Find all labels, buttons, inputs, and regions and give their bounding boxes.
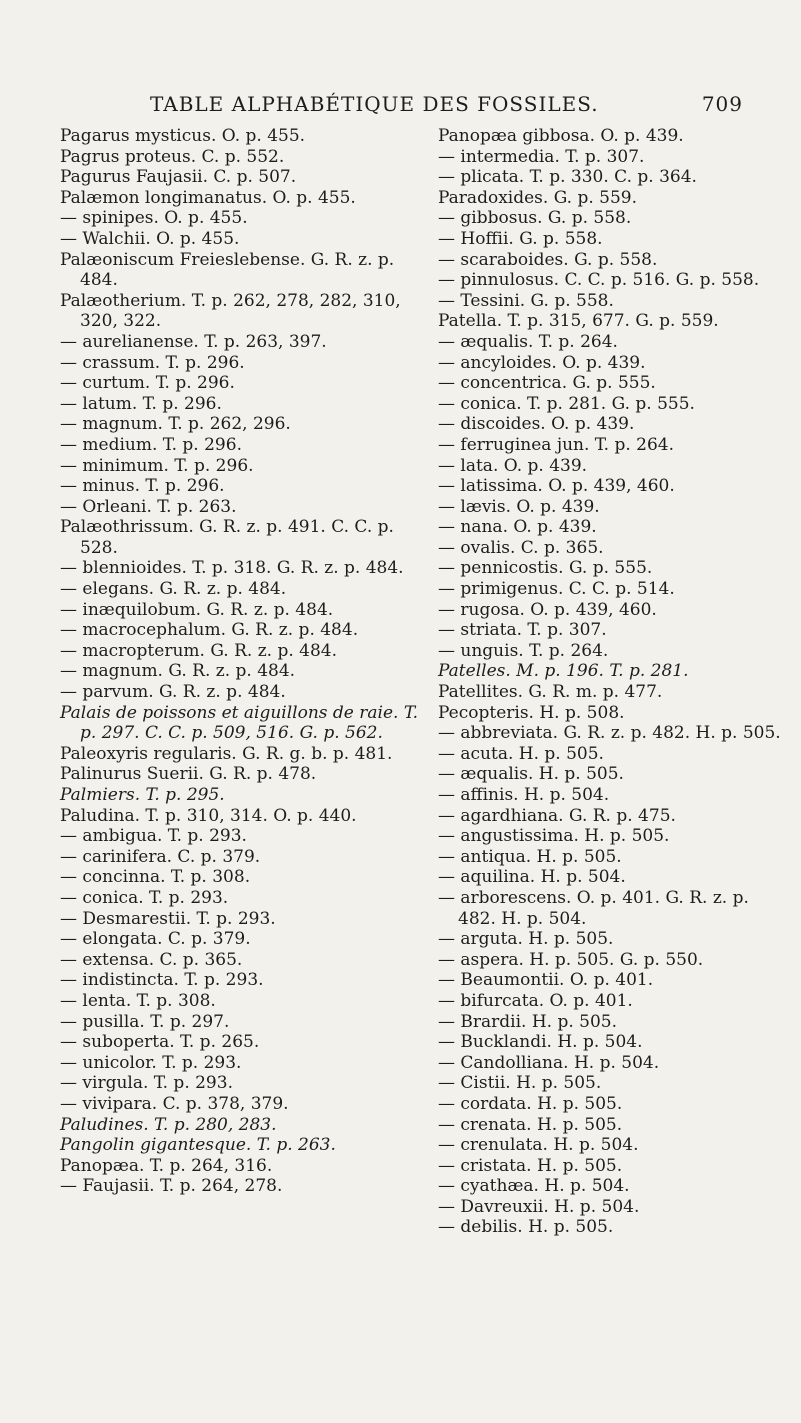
index-entry: — abbreviata. G. R. z. p. 482. H. p. 505.	[438, 723, 781, 744]
index-entry: — striata. T. p. 307.	[438, 620, 607, 641]
page-number: 709	[701, 92, 743, 116]
index-entry: — pusilla. T. p. 297.	[60, 1011, 230, 1032]
index-entry: Panopæa. T. p. 264, 316.	[60, 1155, 273, 1176]
index-entry: — unguis. T. p. 264.	[438, 640, 609, 661]
index-entry: — conica. T. p. 281. G. p. 555.	[438, 393, 695, 414]
index-entry: — arborescens. O. p. 401. G. R. z. p. 482. H. p. 504.	[438, 887, 749, 929]
index-entry: — Hoffii. G. p. 558.	[438, 228, 603, 249]
index-entry: — rugosa. O. p. 439, 460.	[438, 599, 657, 620]
index-entry: Palæothrissum. G. R. z. p. 491. C. C. p. 528.	[60, 517, 394, 558]
index-entry: — agardhiana. G. R. p. 475.	[438, 805, 676, 826]
index-entry: — conica. T. p. 293.	[60, 887, 229, 908]
index-entry: — indistincta. T. p. 293.	[60, 970, 264, 991]
index-entry: Palæmon longimanatus. O. p. 455.	[60, 187, 356, 208]
index-entry: Patellites. G. R. m. p. 477.	[438, 682, 663, 703]
index-entry: Paludina. T. p. 310, 314. O. p. 440.	[60, 805, 357, 826]
index-entry: — bifurcata. O. p. 401.	[438, 990, 633, 1011]
index-entry: — concentrica. G. p. 555.	[438, 373, 656, 394]
index-entry: Palais de poissons et aiguillons de raie. T. p. 297. C. C. p. 509, 516. G. p. 562.	[60, 702, 419, 744]
index-entry: — acuta. H. p. 505.	[438, 743, 604, 764]
index-entry: — Desmarestii. T. p. 293.	[60, 908, 276, 929]
index-entry: Palinurus Suerii. G. R. p. 478.	[60, 764, 317, 785]
index-entry: — curtum. T. p. 296.	[60, 373, 235, 394]
index-entry: — macrocephalum. G. R. z. p. 484.	[60, 620, 359, 641]
index-entry: Pecopteris. H. p. 508.	[438, 702, 625, 723]
index-entry: — virgula. T. p. 293.	[60, 1073, 233, 1094]
index-entry: — ancyloides. O. p. 439.	[438, 352, 646, 373]
index-entry: Patella. T. p. 315, 677. G. p. 559.	[438, 311, 719, 332]
index-entry: Palæoniscum Freieslebense. G. R. z. p. 484.	[60, 249, 395, 291]
page-title: TABLE ALPHABÉTIQUE DES FOSSILES.	[150, 92, 599, 116]
index-entry: — angustissima. H. p. 505.	[438, 826, 670, 847]
index-entry: — ambigua. T. p. 293.	[60, 826, 247, 847]
index-entry: — vivipara. C. p. 378, 379.	[60, 1093, 289, 1114]
index-entry: — crenulata. H. p. 504.	[438, 1135, 639, 1156]
index-entry: — Beaumontii. O. p. 401.	[438, 970, 654, 991]
index-entry: — debilis. H. p. 505.	[438, 1217, 614, 1238]
index-entry: Patelles. M. p. 196. T. p. 281.	[438, 661, 689, 682]
index-entry: — crassum. T. p. 296.	[60, 352, 245, 373]
index-entry: — parvum. G. R. z. p. 484.	[60, 682, 286, 703]
left-column-index	[60, 126, 420, 1197]
index-entry: — lata. O. p. 439.	[438, 455, 588, 476]
index-entry: — suboperta. T. p. 265.	[60, 1032, 260, 1053]
index-entry: — Brardii. H. p. 505.	[438, 1011, 618, 1032]
index-entry: Palæotherium. T. p. 262, 278, 282, 310, 320, 322.	[60, 290, 401, 332]
index-entry: Panopæa gibbosa. O. p. 439.	[438, 126, 684, 146]
index-entry: — intermedia. T. p. 307.	[438, 146, 645, 167]
index-entry: Pagurus Faujasii. C. p. 507.	[60, 167, 297, 188]
index-entry: — cordata. H. p. 505.	[438, 1093, 623, 1114]
index-entry: — spinipes. O. p. 455.	[60, 208, 248, 229]
index-entry: — magnum. G. R. z. p. 484.	[60, 661, 296, 682]
index-entry: — pennicostis. G. p. 555.	[438, 558, 653, 579]
index-entry: — medium. T. p. 296.	[60, 434, 242, 455]
index-entry: — Faujasii. T. p. 264, 278.	[60, 1176, 283, 1197]
index-entry: — inæquilobum. G. R. z. p. 484.	[60, 599, 334, 620]
index-entry: — latum. T. p. 296.	[60, 393, 222, 414]
index-entry: — arguta. H. p. 505.	[438, 929, 614, 950]
index-entry: Paleoxyris regularis. G. R. g. b. p. 481.	[60, 743, 393, 764]
index-entry: — aurelianense. T. p. 263, 397.	[60, 331, 327, 352]
index-entry: — Tessini. G. p. 558.	[438, 290, 614, 311]
index-entry: — affinis. H. p. 504.	[438, 785, 610, 805]
index-entry: — Cistii. H. p. 505.	[438, 1073, 602, 1094]
index-entry: — primigenus. C. C. p. 514.	[438, 579, 675, 600]
index-entry: Pagrus proteus. C. p. 552.	[60, 146, 285, 167]
index-entry: Pangolin gigantesque. T. p. 263.	[60, 1135, 336, 1156]
index-entry: Paradoxides. G. p. 559.	[438, 187, 638, 208]
index-entry: — latissima. O. p. 439, 460.	[438, 476, 675, 497]
index-entry: — aquilina. H. p. 504.	[438, 867, 626, 888]
index-entry: — antiqua. H. p. 505.	[438, 846, 622, 867]
index-entry: — minus. T. p. 296.	[60, 476, 225, 497]
index-entry: — elegans. G. R. z. p. 484.	[60, 579, 287, 600]
index-entry: — lævis. O. p. 439.	[438, 496, 600, 517]
index-entry: — crenata. H. p. 505.	[438, 1114, 623, 1135]
index-entry: — concinna. T. p. 308.	[60, 867, 251, 888]
index-entry: — nana. O. p. 439.	[438, 517, 597, 538]
index-entry: — lenta. T. p. 308.	[60, 990, 216, 1011]
index-entry: — Davreuxii. H. p. 504.	[438, 1196, 640, 1217]
running-header	[0, 92, 801, 120]
index-entry: — Orleani. T. p. 263.	[60, 496, 237, 517]
index-entry: Paludines. T. p. 280, 283.	[60, 1114, 277, 1135]
index-entry: — plicata. T. p. 330. C. p. 364.	[438, 167, 697, 188]
index-entry: — scaraboides. G. p. 558.	[438, 249, 658, 270]
right-column-index	[438, 126, 783, 1238]
index-entry: — blennioides. T. p. 318. G. R. z. p. 484.	[60, 558, 404, 579]
index-entry: — aspera. H. p. 505. G. p. 550.	[438, 949, 704, 970]
index-entry: — extensa. C. p. 365.	[60, 949, 243, 970]
index-entry: — gibbosus. G. p. 558.	[438, 208, 632, 229]
index-entry: — pinnulosus. C. C. p. 516. G. p. 558.	[438, 270, 760, 291]
index-entry: — cyathæa. H. p. 504.	[438, 1176, 630, 1197]
index-entry: — Walchii. O. p. 455.	[60, 228, 240, 249]
index-entry: Pagarus mysticus. O. p. 455.	[60, 126, 306, 146]
index-entry: — Bucklandi. H. p. 504.	[438, 1032, 643, 1053]
index-entry: — æqualis. H. p. 505.	[438, 764, 624, 785]
index-entry: — macropterum. G. R. z. p. 484.	[60, 640, 338, 661]
index-entry: — unicolor. T. p. 293.	[60, 1052, 242, 1073]
index-entry: — Candolliana. H. p. 504.	[438, 1052, 660, 1073]
index-entry: Palmiers. T. p. 295.	[60, 785, 225, 805]
index-entry: — æqualis. T. p. 264.	[438, 331, 618, 352]
index-entry: — carinifera. C. p. 379.	[60, 846, 261, 867]
index-entry: — ferruginea jun. T. p. 264.	[438, 434, 674, 455]
index-entry: — discoides. O. p. 439.	[438, 414, 635, 435]
index-entry: — elongata. C. p. 379.	[60, 929, 251, 950]
index-entry: — minimum. T. p. 296.	[60, 455, 254, 476]
index-entry: — magnum. T. p. 262, 296.	[60, 414, 291, 435]
index-entry: — ovalis. C. p. 365.	[438, 537, 604, 558]
index-entry: — cristata. H. p. 505.	[438, 1155, 623, 1176]
